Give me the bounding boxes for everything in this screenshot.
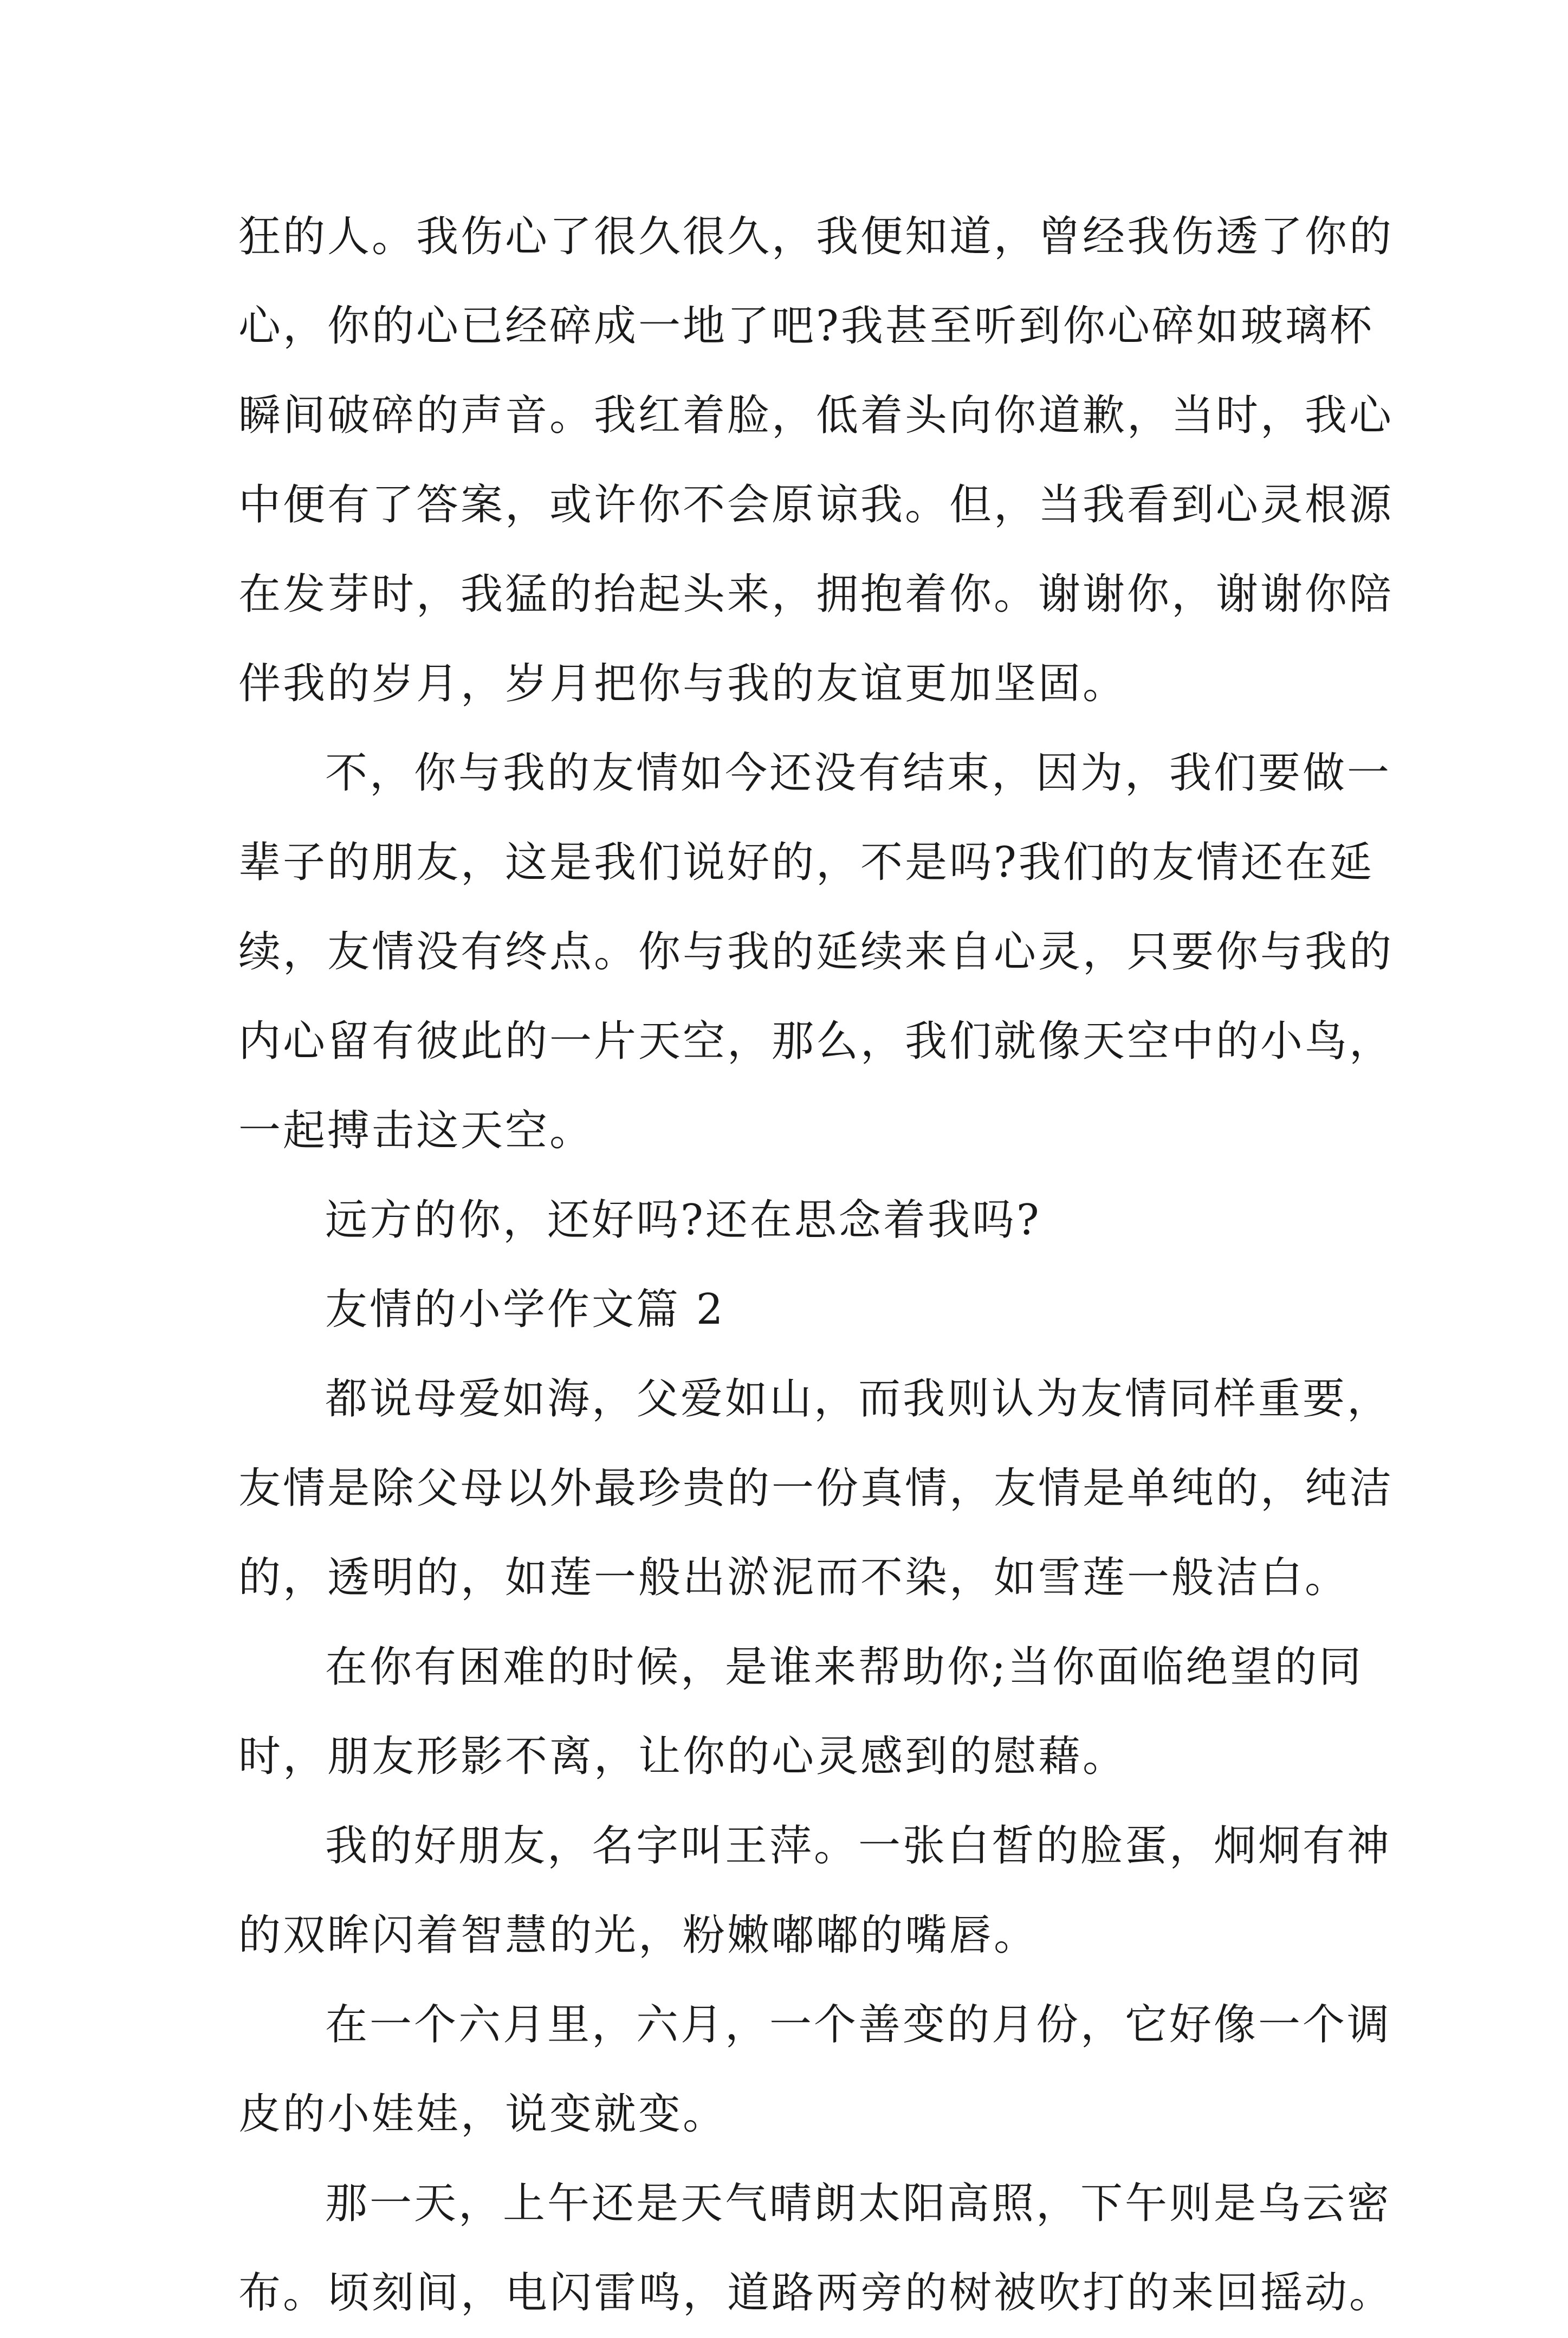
text-line: 友情是除父母以外最珍贵的一份真情，友情是单纯的，纯洁 bbox=[238, 1464, 1394, 1513]
text-line: 辈子的朋友，这是我们说好的，不是吗?我们的友情还在延 bbox=[238, 838, 1374, 887]
text-line: 时，朋友形影不离，让你的心灵感到的慰藉。 bbox=[238, 1732, 1128, 1781]
text-line: 中便有了答案，或许你不会原谅我。但，当我看到心灵根源 bbox=[238, 481, 1394, 529]
text-line: 伴我的岁月，岁月把你与我的友谊更加坚固。 bbox=[238, 659, 1128, 708]
paragraph-first-line: 不，你与我的友情如今还没有结束，因为，我们要做一 bbox=[325, 749, 1392, 798]
document-body bbox=[238, 192, 1394, 2338]
paragraph-first-line: 都说母爱如海，父爱如山，而我则认为友情同样重要， bbox=[325, 1375, 1392, 1423]
paragraph-first-line: 远方的你，还好吗?还在思念着我吗? bbox=[325, 1196, 1041, 1245]
text-line: 瞬间破碎的声音。我红着脸，低着头向你道歉，当时，我心 bbox=[238, 391, 1394, 440]
text-line: 皮的小娃娃，说变就变。 bbox=[238, 2090, 728, 2139]
text-line: 布。顷刻间，电闪雷鸣，道路两旁的树被吹打的来回摇动。 bbox=[238, 2269, 1394, 2317]
text-line: 续，友情没有终点。你与我的延续来自心灵，只要你与我的 bbox=[238, 928, 1394, 976]
paragraph-first-line: 在你有困难的时候，是谁来帮助你;当你面临绝望的同 bbox=[325, 1643, 1364, 1692]
text-line: 的双眸闪着智慧的光，粉嫩嘟嘟的嘴唇。 bbox=[238, 1911, 1039, 1960]
text-line: 的，透明的，如莲一般出淤泥而不染，如雪莲一般洁白。 bbox=[238, 1553, 1350, 1602]
paragraph-first-line: 在一个六月里，六月，一个善变的月份，它好像一个调 bbox=[325, 2000, 1392, 2049]
text-line: 在发芽时，我猛的抬起头来，拥抱着你。谢谢你，谢谢你陪 bbox=[238, 570, 1394, 619]
paragraph-first-line: 我的好朋友，名字叫王萍。一张白皙的脸蛋，炯炯有神 bbox=[325, 1822, 1392, 1870]
text-line: 内心留有彼此的一片天空，那么，我们就像天空中的小鸟， bbox=[238, 1017, 1394, 1066]
paragraph-first-line: 那一天，上午还是天气晴朗太阳高照，下午则是乌云密 bbox=[325, 2179, 1392, 2228]
text-line: 心，你的心已经碎成一地了吧?我甚至听到你心碎如玻璃杯 bbox=[238, 302, 1374, 351]
text-line: 狂的人。我伤心了很久很久，我便知道，曾经我伤透了你的 bbox=[238, 212, 1394, 261]
text-line: 一起搏击这天空。 bbox=[238, 1106, 594, 1155]
section-heading: 友情的小学作文篇 2 bbox=[325, 1285, 725, 1334]
